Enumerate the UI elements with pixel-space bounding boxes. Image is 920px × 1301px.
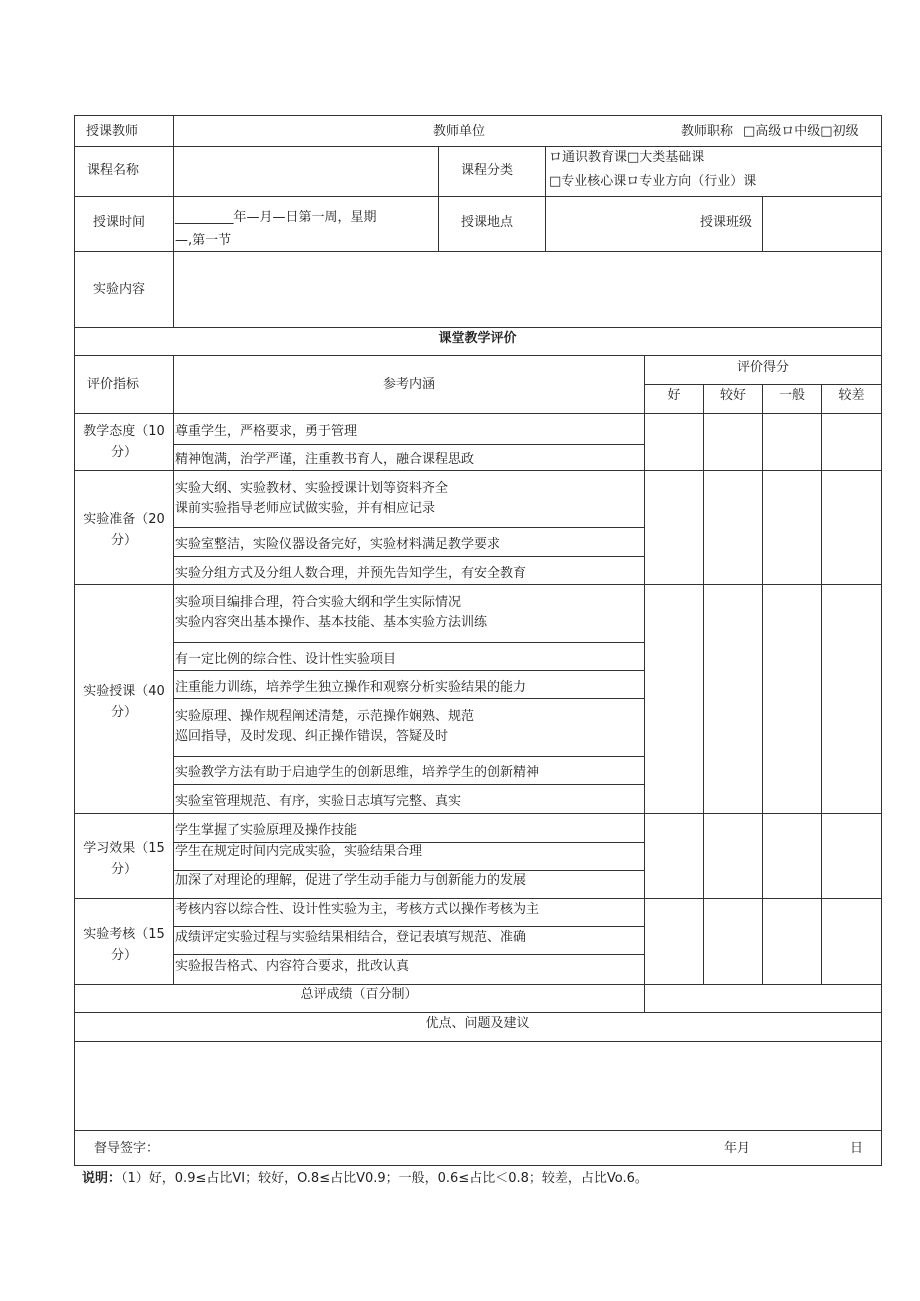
course-type-options-line2[interactable]: □专业核心课ロ专业方向（行业）课 bbox=[549, 174, 757, 189]
course-type-options-line1[interactable]: ロ通识教育课□大类基础课 bbox=[549, 150, 705, 165]
criterion-item: 课前实验指导老师应试做实验，并有相应记录 bbox=[175, 501, 436, 516]
criterion-item: 实验项目编排合理，符合实验大纲和学生实际情况 bbox=[175, 595, 462, 610]
section-title: 课堂教学评价 bbox=[438, 331, 517, 346]
note bbox=[82, 1171, 648, 1187]
score-header: 评价得分 bbox=[736, 360, 789, 375]
place-label: 授课地点 bbox=[461, 215, 514, 230]
group-label-preparation: 实验准备（20分） bbox=[83, 512, 165, 548]
criterion-item: 尊重学生，严格要求，勇于管理 bbox=[175, 424, 358, 439]
criterion-item: 成绩评定实验过程与实验结果相结合，登记表填写规范、准确 bbox=[175, 930, 527, 945]
note-text: （1）好，0.9≤占比VI；较好，O.8≤占比V0.9；一般，0.6≤占比＜0.8；较差，占比Vo.6。 bbox=[121, 1171, 648, 1186]
title-options[interactable]: □高级ロ中级□初级 bbox=[743, 124, 859, 139]
note-label: 说明： bbox=[82, 1171, 122, 1186]
course-name-label: 课程名称 bbox=[87, 163, 140, 178]
criterion-item: 巡回指导，及时发现、纠正操作错误，答疑及时 bbox=[175, 729, 449, 744]
score-level-fairly-good: 较好 bbox=[719, 388, 746, 403]
comments-label: 优点、问题及建议 bbox=[425, 1016, 530, 1031]
criterion-item: 实验分组方式及分组人数合理，并预先告知学生，有安全教育 bbox=[175, 566, 527, 581]
unit-label: 教师单位 bbox=[433, 124, 486, 139]
content-label: 实验内容 bbox=[93, 282, 146, 297]
criterion-item: 实验原理、操作规程阐述清楚，示范操作娴熟、规范 bbox=[175, 709, 475, 724]
class-label: 授课班级 bbox=[700, 215, 753, 230]
criterion-item: 实验室整洁，实险仪器设备完好，实验材料满足教学要求 bbox=[175, 537, 501, 552]
course-type-label: 课程分类 bbox=[461, 163, 514, 178]
criterion-item: 注重能力训练，培养学生独立操作和观察分析实验结果的能力 bbox=[175, 680, 527, 695]
score-level-good: 好 bbox=[667, 388, 681, 403]
criterion-item: 学生掌握了实验原理及操作技能 bbox=[175, 823, 358, 838]
score-level-average: 一般 bbox=[778, 388, 805, 403]
criterion-item: 精神饱满，治学严谨，注重教书育人，融合课程思政 bbox=[175, 452, 475, 467]
criterion-item: 实验报告格式、内容符合要求，批改认真 bbox=[175, 959, 410, 974]
date-year-month: 年月 bbox=[724, 1141, 751, 1156]
group-label-teaching: 实验授课（40分） bbox=[83, 684, 165, 720]
score-level-poor: 较差 bbox=[838, 388, 865, 403]
date-day: 日 bbox=[850, 1141, 864, 1156]
time-line2[interactable]: —,第一节 bbox=[175, 233, 232, 248]
criterion-item: 加深了对理论的理解，促进了学生动手能力与创新能力的发展 bbox=[175, 873, 527, 888]
criterion-item: 考核内容以综合性、设计性实验为主，考核方式以操作考核为主 bbox=[175, 902, 540, 917]
indicator-header: 评价指标 bbox=[87, 377, 140, 392]
criterion-item: 有一定比例的综合性、设计性实验项目 bbox=[175, 652, 397, 667]
title-label: 教师职称 bbox=[681, 124, 734, 139]
signature-label: 督导签字： bbox=[94, 1141, 160, 1156]
teacher-label: 授课教师 bbox=[86, 124, 139, 139]
criterion-item: 实验大纲、实验教材、实验授课计划等资料齐全 bbox=[175, 481, 449, 496]
time-line1[interactable]: _________年—月—日第一周，星期 bbox=[175, 210, 377, 225]
group-label-attitude: 教学态度（10分） bbox=[83, 424, 165, 460]
time-label: 授课时间 bbox=[93, 215, 146, 230]
group-label-assessment: 实验考核（15分） bbox=[83, 927, 165, 963]
total-score-label: 总评成绩（百分制） bbox=[300, 987, 418, 1002]
reference-header: 参考内涵 bbox=[382, 377, 435, 392]
group-label-learning-effect: 学习效果（15分） bbox=[83, 841, 165, 877]
criterion-item: 实验室管理规范、有序，实验日志填写完整、真实 bbox=[175, 794, 462, 809]
criterion-item: 实验教学方法有助于启迪学生的创新思维，培养学生的创新精神 bbox=[175, 765, 540, 780]
criterion-item: 实验内容突出基本操作、基本技能、基本实验方法训练 bbox=[175, 615, 488, 630]
criterion-item: 学生在规定时间内完成实验，实验结果合理 bbox=[175, 844, 423, 859]
